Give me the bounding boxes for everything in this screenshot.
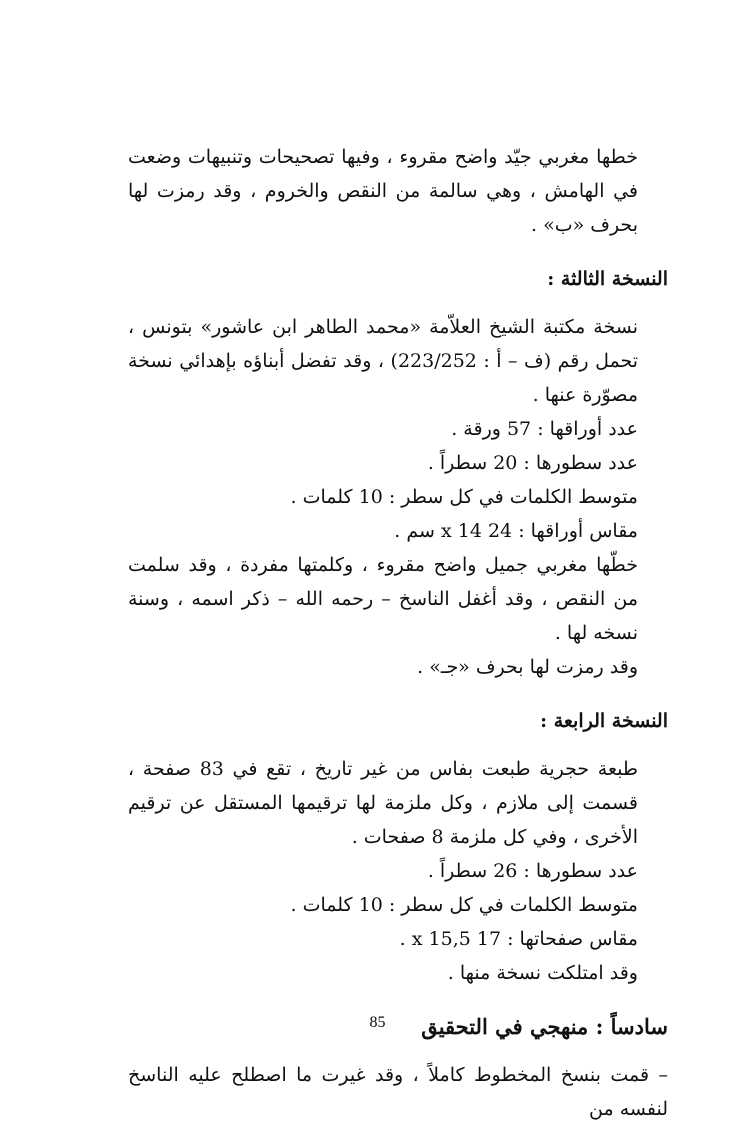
copy-c-words: متوسط الكلمات في كل سطر : 10 كلمات . bbox=[290, 486, 638, 508]
page-body bbox=[128, 140, 668, 1126]
paragraph-copy-c-script: خطّها مغربي جميل واضح مقروء ، وكلمتها مفردة ، وقد سلمت من النقص ، وقد أغفل الناسخ – رحمه الله – ذكر اسمه ، وسنة نسخه لها . bbox=[128, 554, 638, 644]
copy-d-size: مقاس صفحاتها : 17 x 15,5 . bbox=[399, 928, 638, 950]
paragraph-methodology-first: – قمت بنسخ المخطوط كاملاً ، وقد غيرت ما اصطلح عليه الناسخ لنفسه من bbox=[128, 1064, 668, 1120]
heading-fourth-copy: النسخة الرابعة : bbox=[540, 710, 668, 732]
page-number: 85 bbox=[369, 1014, 386, 1031]
copy-c-size: مقاس أوراقها : 24 x 14 سم . bbox=[394, 520, 638, 542]
heading-methodology: سادساً : منهجي في التحقيق bbox=[421, 1014, 668, 1039]
heading-third-copy: النسخة الثالثة : bbox=[547, 268, 668, 290]
paragraph-copy-c-source: نسخة مكتبة الشيخ العلاّمة «محمد الطاهر ابن عاشور» بتونس ، تحمل رقم (ف – أ : 223/252) ، وقد تفضل أبناؤه بإهدائي نسخة مصوّرة عنها . bbox=[128, 316, 638, 406]
paragraph-copy-d-source: طبعة حجرية طبعت بفاس من غير تاريخ ، تقع في 83 صفحة ، قسمت إلى ملازم ، وكل ملزمة لها ترقيمها المستقل عن ترقيم الأخرى ، وفي كل ملزمة 8 صفحات . bbox=[128, 758, 638, 848]
copy-c-folios: عدد أوراقها : 57 ورقة . bbox=[451, 418, 638, 440]
copy-c-symbol: وقد رمزت لها بحرف «جـ» . bbox=[417, 656, 638, 678]
copy-d-words: متوسط الكلمات في كل سطر : 10 كلمات . bbox=[290, 894, 638, 916]
copy-d-lines: عدد سطورها : 26 سطراً . bbox=[427, 860, 638, 882]
copy-c-lines: عدد سطورها : 20 سطراً . bbox=[427, 452, 638, 474]
copy-d-ownership: وقد امتلكت نسخة منها . bbox=[447, 962, 638, 984]
paragraph-copy-b-description: خطها مغربي جيّد واضح مقروء ، وفيها تصحيحات وتنبيهات وضعت في الهامش ، وهي سالمة من النقص والخروم ، وقد رمزت لها بحرف «ب» . bbox=[128, 146, 638, 236]
